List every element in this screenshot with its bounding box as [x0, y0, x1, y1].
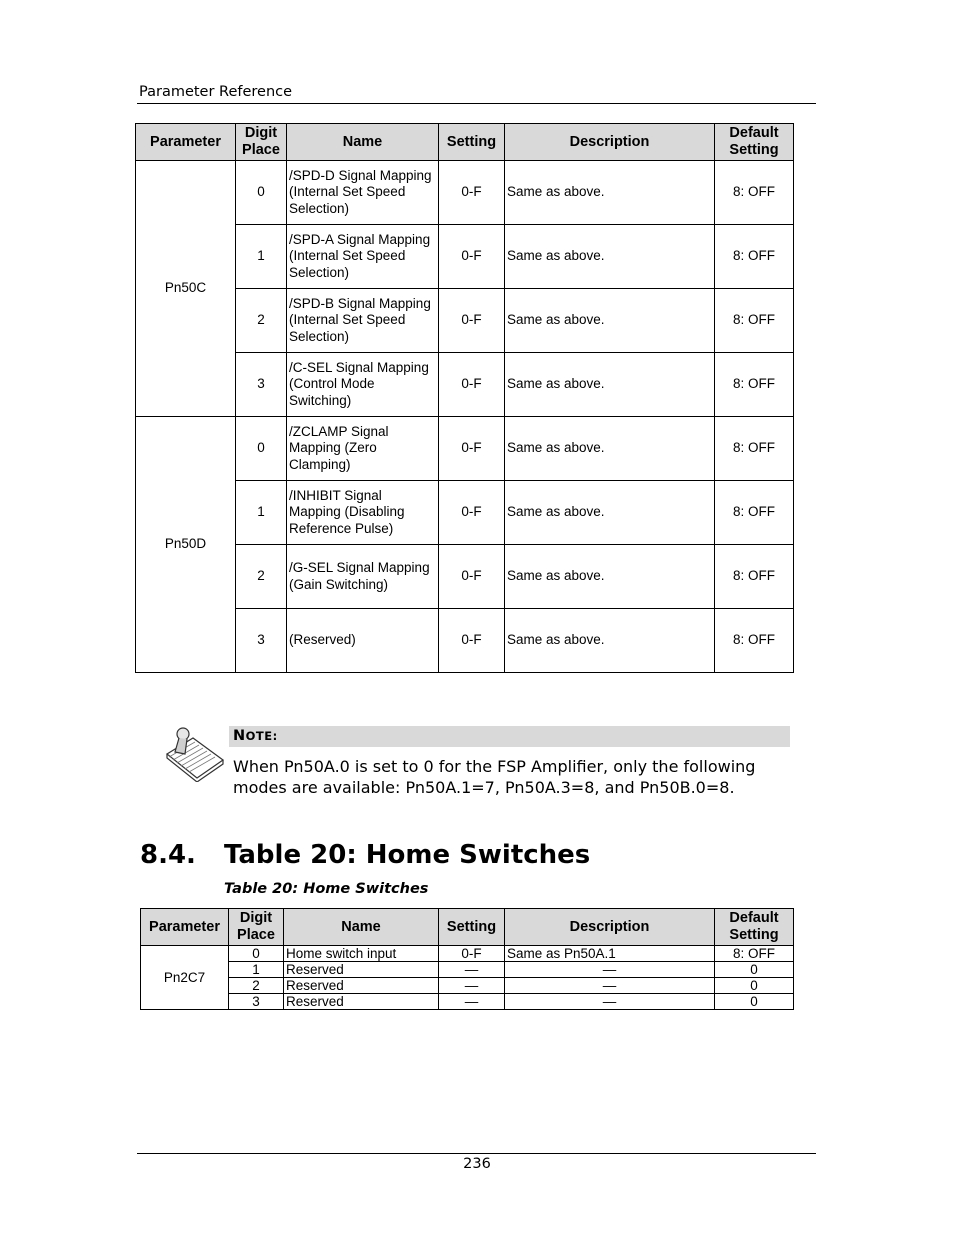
table-row [136, 417, 794, 481]
description-cell: — [505, 962, 715, 978]
digit-cell: 2 [236, 289, 287, 353]
default-cell: 8: OFF [715, 946, 794, 962]
description-cell: Same as above. [505, 609, 715, 673]
home-switches-table [140, 908, 794, 1010]
header-description: Description [505, 124, 715, 161]
default-cell: 8: OFF [715, 289, 794, 353]
default-cell: 8: OFF [715, 609, 794, 673]
setting-cell: 0-F [439, 481, 505, 545]
header-parameter: Parameter [141, 909, 229, 946]
header-setting: Setting [439, 909, 505, 946]
digit-cell: 2 [229, 978, 284, 994]
default-cell: 0 [715, 978, 794, 994]
name-cell: /G-SEL Signal Mapping (Gain Switching) [287, 545, 439, 609]
footer-rule [137, 1153, 816, 1154]
name-cell: Home switch input [284, 946, 439, 962]
note-text: When Pn50A.0 is set to 0 for the FSP Amplifier, only the following modes are available: Pn50A.1=7, Pn50A.3=8, and Pn50B.0=8. [233, 757, 756, 797]
name-cell: /SPD-D Signal Mapping (Internal Set Speed Selection) [287, 161, 439, 225]
default-cell: 0 [715, 994, 794, 1010]
parameter-cell: Pn50D [136, 417, 236, 673]
default-cell: 8: OFF [715, 161, 794, 225]
header-name: Name [287, 124, 439, 161]
table-row [141, 962, 794, 978]
setting-cell: 0-F [439, 225, 505, 289]
digit-cell: 1 [236, 481, 287, 545]
digit-cell: 1 [229, 962, 284, 978]
table-row [141, 946, 794, 962]
name-cell: /INHIBIT Signal Mapping (Disabling Reference Pulse) [287, 481, 439, 545]
table-row [141, 994, 794, 1010]
description-cell: Same as above. [505, 417, 715, 481]
header-digit-place: Digit Place [229, 909, 284, 946]
setting-cell: 0-F [439, 161, 505, 225]
setting-cell: — [439, 994, 505, 1010]
name-cell: /ZCLAMP Signal Mapping (Zero Clamping) [287, 417, 439, 481]
default-cell: 8: OFF [715, 225, 794, 289]
default-cell: 8: OFF [715, 417, 794, 481]
name-cell: /SPD-A Signal Mapping (Internal Set Speed Selection) [287, 225, 439, 289]
description-cell: Same as above. [505, 289, 715, 353]
name-cell: Reserved [284, 962, 439, 978]
section-title: Table 20: Home Switches [224, 840, 591, 870]
setting-cell: 0-F [439, 946, 505, 962]
default-cell: 0 [715, 962, 794, 978]
description-cell: Same as above. [505, 481, 715, 545]
section-heading [140, 840, 590, 870]
header-setting: Setting [439, 124, 505, 161]
description-cell: Same as above. [505, 161, 715, 225]
digit-cell: 3 [236, 609, 287, 673]
digit-cell: 1 [236, 225, 287, 289]
header-name: Name [284, 909, 439, 946]
name-cell: Reserved [284, 994, 439, 1010]
description-cell: — [505, 994, 715, 1010]
setting-cell: — [439, 962, 505, 978]
digit-cell: 3 [229, 994, 284, 1010]
header-rule [137, 103, 816, 104]
name-cell: /C-SEL Signal Mapping (Control Mode Switching) [287, 353, 439, 417]
header-parameter: Parameter [136, 124, 236, 161]
parameter-cell: Pn50C [136, 161, 236, 417]
section-number: 8.4. [140, 840, 196, 870]
header-default-setting: Default Setting [715, 124, 794, 161]
description-cell: Same as above. [505, 353, 715, 417]
table-header-row [141, 909, 794, 946]
digit-cell: 0 [236, 417, 287, 481]
digit-cell: 0 [229, 946, 284, 962]
note-title: NOTE: [233, 728, 278, 744]
description-cell: — [505, 978, 715, 994]
name-cell: Reserved [284, 978, 439, 994]
table-header-row [136, 124, 794, 161]
name-cell: /SPD-B Signal Mapping (Internal Set Speed Selection) [287, 289, 439, 353]
header-digit-place: Digit Place [236, 124, 287, 161]
parameter-table-pn50c-pn50d [135, 123, 794, 673]
default-cell: 8: OFF [715, 481, 794, 545]
digit-cell: 2 [236, 545, 287, 609]
setting-cell: 0-F [439, 353, 505, 417]
table-row [136, 161, 794, 225]
table-caption: Table 20: Home Switches [224, 881, 429, 897]
header-description: Description [505, 909, 715, 946]
header-default-setting: Default Setting [715, 909, 794, 946]
description-cell: Same as above. [505, 545, 715, 609]
default-cell: 8: OFF [715, 353, 794, 417]
page-number: 236 [463, 1156, 491, 1172]
setting-cell: 0-F [439, 289, 505, 353]
setting-cell: — [439, 978, 505, 994]
description-cell: Same as above. [505, 225, 715, 289]
note-title-bar [229, 726, 790, 747]
note-pad-icon [163, 724, 227, 782]
setting-cell: 0-F [439, 417, 505, 481]
setting-cell: 0-F [439, 609, 505, 673]
name-cell: (Reserved) [287, 609, 439, 673]
running-header: Parameter Reference [139, 84, 293, 100]
digit-cell: 0 [236, 161, 287, 225]
table-row [141, 978, 794, 994]
parameter-cell: Pn2C7 [141, 946, 229, 1010]
default-cell: 8: OFF [715, 545, 794, 609]
description-cell: Same as Pn50A.1 [505, 946, 715, 962]
setting-cell: 0-F [439, 545, 505, 609]
digit-cell: 3 [236, 353, 287, 417]
